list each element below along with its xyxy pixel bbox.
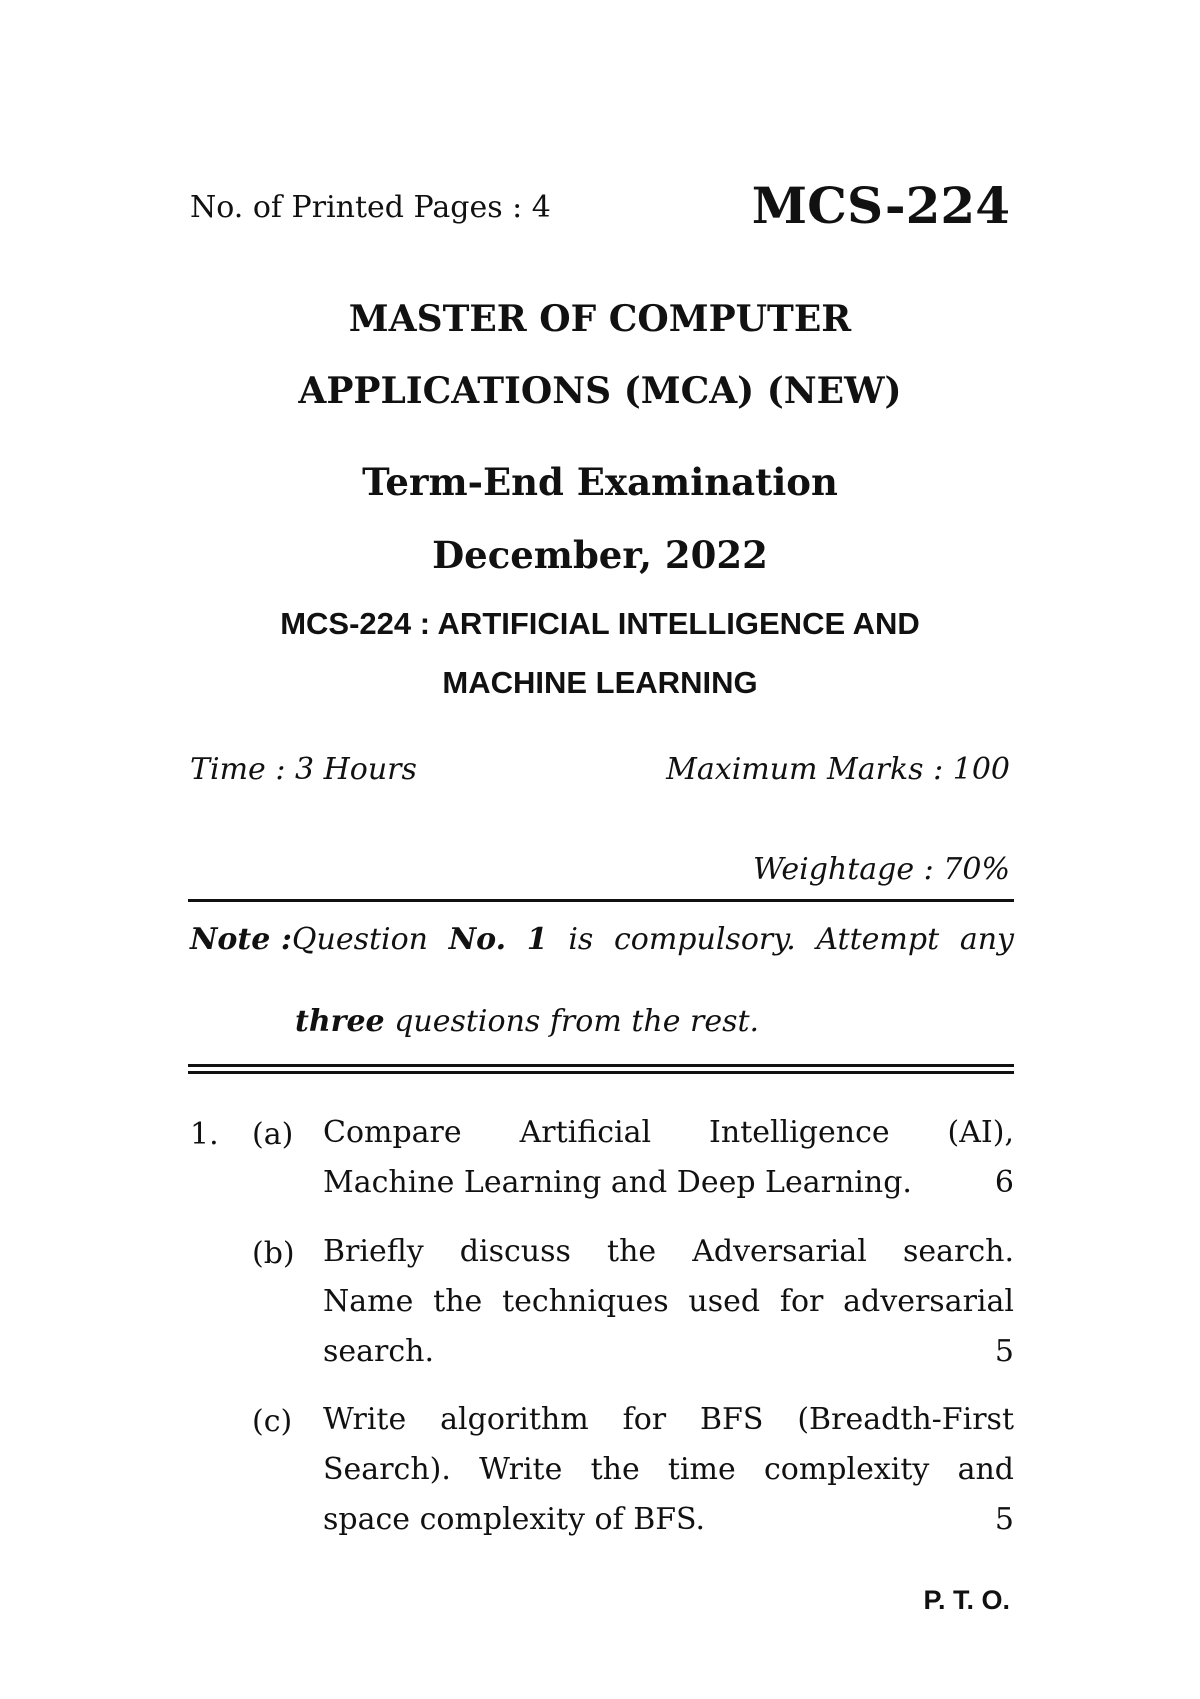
programme-title-line2: APPLICATIONS (MCA) (NEW) [298, 370, 902, 412]
note-word: Attempt [816, 922, 940, 957]
note-line-1 [190, 922, 1014, 957]
question-part-label: (a) [252, 1117, 294, 1152]
note-word: compulsory. [614, 922, 796, 957]
question-part-b [323, 1227, 1014, 1377]
question-part-label: (c) [252, 1404, 293, 1439]
note-word: Question [291, 922, 429, 957]
question-marks: 5 [994, 1502, 1014, 1537]
subject-title-line2: MACHINE LEARNING [442, 665, 758, 700]
question-part-c [323, 1395, 1014, 1545]
weightage: Weightage : 70% [752, 852, 1010, 887]
note-segment [190, 922, 428, 957]
page-turn-over: P. T. O. [923, 1585, 1010, 1615]
subject-title-line1: MCS-224 : ARTIFICIAL INTELLIGENCE AND [280, 606, 920, 641]
question-marks: 6 [994, 1165, 1014, 1200]
question-part-a [323, 1108, 1014, 1208]
note-text: questions from the rest. [384, 1004, 760, 1039]
question-number: 1. [190, 1117, 219, 1152]
question-line-with-marks [323, 1158, 1014, 1208]
question-line-with-marks [323, 1495, 1014, 1545]
note-line-2 [295, 1004, 759, 1039]
note-emphasis: three [295, 1004, 385, 1039]
course-code: MCS-224 [751, 176, 1010, 235]
double-divider-top [188, 1064, 1014, 1067]
note-word: any [959, 922, 1014, 957]
exam-title: Term-End Examination [362, 460, 838, 504]
exam-time: Time : 3 Hours [190, 752, 417, 787]
question-line: Name the techniques used for adversarial [323, 1284, 1014, 1319]
question-part-label: (b) [252, 1236, 295, 1271]
note-word-bold: 1 [526, 922, 548, 957]
programme-title-line1: MASTER OF COMPUTER [348, 298, 852, 340]
double-divider-bottom [188, 1071, 1014, 1074]
note-word-bold: No. [448, 922, 507, 957]
question-line: Write algorithm for BFS (Breadth-First [323, 1402, 1014, 1437]
printed-pages: No. of Printed Pages : 4 [190, 190, 551, 225]
question-line: Machine Learning and Deep Learning. [323, 1165, 912, 1200]
question-line: Search). Write the time complexity and [323, 1452, 1014, 1487]
note-word: is [568, 922, 594, 957]
maximum-marks: Maximum Marks : 100 [666, 752, 1010, 787]
divider [188, 899, 1014, 902]
note-label: Note : [190, 922, 292, 957]
question-marks: 5 [994, 1334, 1014, 1369]
note-word [449, 922, 506, 957]
question-line: search. [323, 1334, 435, 1369]
note-word [527, 922, 548, 957]
question-line: Compare Artificial Intelligence (AI), [323, 1115, 1014, 1150]
question-line: Briefly discuss the Adversarial search. [323, 1234, 1014, 1269]
question-line: space complexity of BFS. [323, 1502, 706, 1537]
exam-session: December, 2022 [432, 533, 768, 577]
question-line-with-marks [323, 1327, 1014, 1377]
